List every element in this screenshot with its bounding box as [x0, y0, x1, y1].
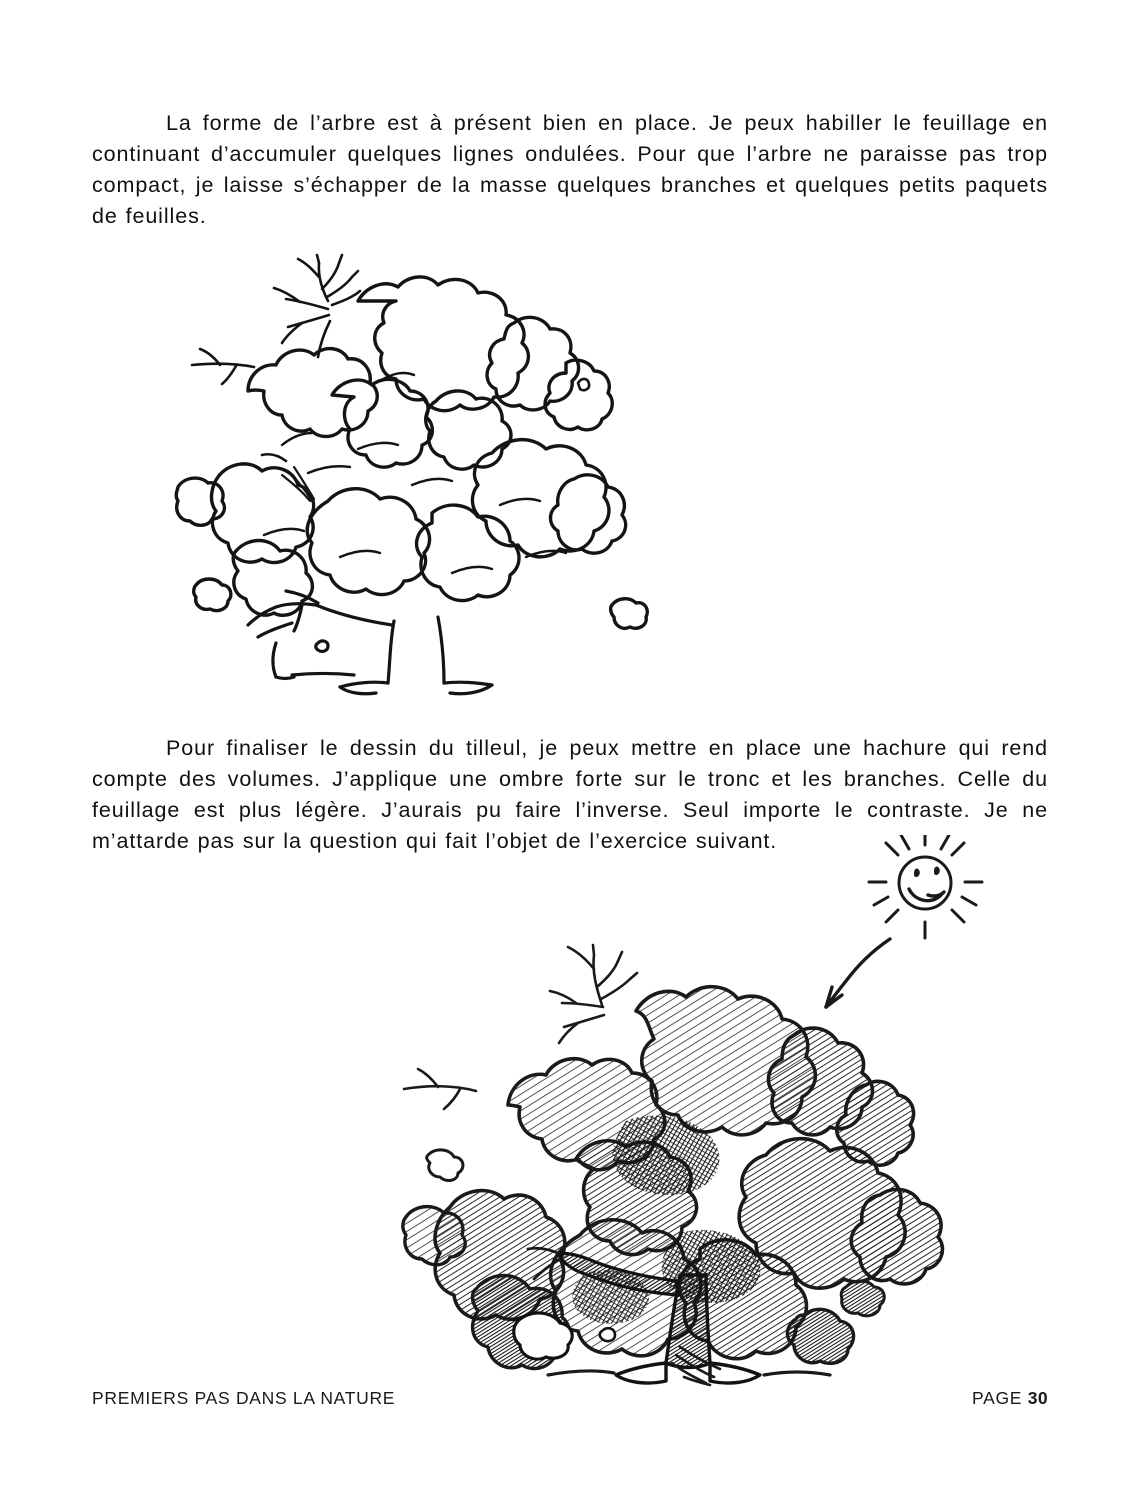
foliage-mass — [176, 277, 647, 628]
trunk-knot — [600, 1328, 615, 1341]
footer-page-number: 30 — [1027, 1387, 1048, 1408]
page-footer — [92, 1383, 1048, 1413]
figure-tree-hatched — [380, 835, 1080, 1435]
detached-leaf-packet — [427, 1150, 463, 1181]
left-branch — [192, 349, 254, 384]
escaping-branches-top — [550, 945, 637, 1043]
paragraph-2-text: Pour finaliser le dessin du tilleul, je peux mettre en place une hachure qui rend compte des volumes. J’applique une ombre forte sur le tronc et les branches. Celle du feuillage est plus légère. J’aurais pu faire l’inverse. Seul importe le contraste. Je ne m’attarde pas sur la question qui fait l’objet de l’exercice suivant. — [92, 735, 1048, 853]
detached-leaf-packet — [841, 1281, 884, 1316]
footer-page-word: PAGE — [972, 1387, 1023, 1408]
trunk-and-branches — [248, 591, 492, 694]
foliage-cluster — [851, 1189, 942, 1284]
top-branches — [274, 255, 360, 357]
trunk-base-right — [710, 1363, 760, 1383]
footer-page-indicator — [972, 1388, 1048, 1409]
sun-icon — [869, 835, 982, 938]
foliage-cluster — [403, 1207, 465, 1265]
sun-face — [909, 867, 944, 901]
light-direction-arrow — [826, 939, 890, 1007]
sun-rays — [869, 835, 982, 938]
paragraph-1-text: La forme de l’arbre est à présent bien en place. Je peux habiller le feuillage en continuant d’accumuler quelques lignes ondulées. Pour que l’arbre ne paraisse pas trop compact, je laisse s’échapper de la masse quelques branches et quelques petits paquets de feuilles. — [92, 110, 1048, 228]
footer-book-title: PREMIERS PAS DANS LA NATURE — [92, 1387, 396, 1408]
foliage-cluster — [787, 1309, 853, 1363]
figure-tree-outline — [96, 205, 696, 705]
trunk-base-left — [616, 1363, 666, 1383]
escaping-branch-left — [404, 1069, 476, 1109]
